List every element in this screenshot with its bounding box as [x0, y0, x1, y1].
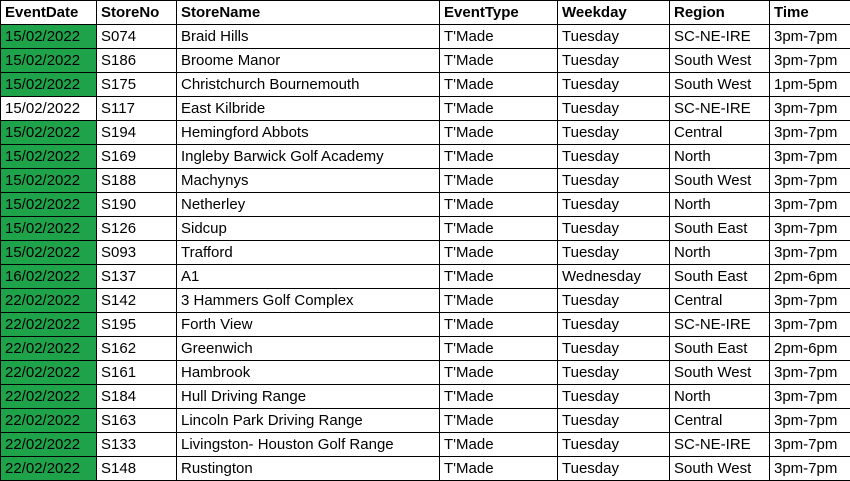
table-row	[1, 457, 850, 481]
cell-store-name[interactable]: Greenwich	[177, 337, 440, 361]
cell-event-type[interactable]: T'Made	[440, 169, 558, 193]
cell-weekday[interactable]: Wednesday	[558, 265, 670, 289]
cell-time[interactable]: 3pm-7pm	[770, 145, 850, 169]
cell-store-no[interactable]: S133	[97, 433, 177, 457]
cell-event-date[interactable]: 15/02/2022	[1, 193, 97, 217]
cell-store-name[interactable]: Braid Hills	[177, 25, 440, 49]
cell-weekday[interactable]: Tuesday	[558, 337, 670, 361]
cell-event-type[interactable]: T'Made	[440, 409, 558, 433]
cell-time[interactable]: 3pm-7pm	[770, 169, 850, 193]
cell-store-no[interactable]: S126	[97, 217, 177, 241]
cell-region[interactable]: North	[670, 241, 770, 265]
cell-weekday[interactable]: Tuesday	[558, 73, 670, 97]
cell-store-no[interactable]: S142	[97, 289, 177, 313]
cell-event-type[interactable]: T'Made	[440, 241, 558, 265]
table-row	[1, 121, 850, 145]
cell-event-type[interactable]: T'Made	[440, 25, 558, 49]
cell-region[interactable]: SC-NE-IRE	[670, 25, 770, 49]
cell-weekday[interactable]: Tuesday	[558, 313, 670, 337]
cell-time[interactable]: 3pm-7pm	[770, 409, 850, 433]
cell-store-no[interactable]: S190	[97, 193, 177, 217]
cell-store-no[interactable]: S175	[97, 73, 177, 97]
cell-region[interactable]: Central	[670, 409, 770, 433]
cell-store-no[interactable]: S148	[97, 457, 177, 481]
cell-store-name[interactable]: Christchurch Bournemouth	[177, 73, 440, 97]
cell-store-name[interactable]: Sidcup	[177, 217, 440, 241]
cell-weekday[interactable]: Tuesday	[558, 361, 670, 385]
table-row	[1, 409, 850, 433]
cell-event-date[interactable]: 15/02/2022	[1, 49, 97, 73]
cell-event-date[interactable]: 22/02/2022	[1, 337, 97, 361]
cell-store-no[interactable]: S161	[97, 361, 177, 385]
cell-event-type[interactable]: T'Made	[440, 49, 558, 73]
cell-store-name[interactable]: Forth View	[177, 313, 440, 337]
cell-weekday[interactable]: Tuesday	[558, 97, 670, 121]
cell-region[interactable]: SC-NE-IRE	[670, 97, 770, 121]
cell-region[interactable]: North	[670, 385, 770, 409]
cell-store-name[interactable]: Hull Driving Range	[177, 385, 440, 409]
cell-event-date[interactable]: 15/02/2022	[1, 121, 97, 145]
cell-time[interactable]: 3pm-7pm	[770, 217, 850, 241]
cell-event-date[interactable]: 22/02/2022	[1, 409, 97, 433]
table-row	[1, 313, 850, 337]
cell-event-date[interactable]: 22/02/2022	[1, 433, 97, 457]
cell-store-no[interactable]: S137	[97, 265, 177, 289]
header-store-no[interactable]: StoreNo	[97, 1, 177, 25]
cell-store-no[interactable]: S117	[97, 97, 177, 121]
cell-weekday[interactable]: Tuesday	[558, 49, 670, 73]
cell-store-no[interactable]: S195	[97, 313, 177, 337]
cell-store-name[interactable]: Ingleby Barwick Golf Academy	[177, 145, 440, 169]
cell-event-date[interactable]: 15/02/2022	[1, 73, 97, 97]
cell-event-type[interactable]: T'Made	[440, 121, 558, 145]
cell-store-name[interactable]: Broome Manor	[177, 49, 440, 73]
cell-event-type[interactable]: T'Made	[440, 457, 558, 481]
cell-event-date[interactable]: 22/02/2022	[1, 385, 97, 409]
cell-event-type[interactable]: T'Made	[440, 385, 558, 409]
cell-region[interactable]: North	[670, 193, 770, 217]
cell-weekday[interactable]: Tuesday	[558, 409, 670, 433]
cell-store-name[interactable]: Hambrook	[177, 361, 440, 385]
cell-weekday[interactable]: Tuesday	[558, 25, 670, 49]
cell-time[interactable]: 3pm-7pm	[770, 457, 850, 481]
cell-event-type[interactable]: T'Made	[440, 433, 558, 457]
cell-time[interactable]: 3pm-7pm	[770, 433, 850, 457]
header-time[interactable]: Time	[770, 1, 850, 25]
cell-store-no[interactable]: S188	[97, 169, 177, 193]
cell-time[interactable]: 3pm-7pm	[770, 241, 850, 265]
cell-store-no[interactable]: S093	[97, 241, 177, 265]
cell-store-name[interactable]: Trafford	[177, 241, 440, 265]
cell-store-name[interactable]: Machynys	[177, 169, 440, 193]
cell-event-type[interactable]: T'Made	[440, 289, 558, 313]
cell-time[interactable]: 1pm-5pm	[770, 73, 850, 97]
cell-store-no[interactable]: S186	[97, 49, 177, 73]
cell-event-date[interactable]: 16/02/2022	[1, 265, 97, 289]
cell-event-date[interactable]: 15/02/2022	[1, 241, 97, 265]
cell-region[interactable]: South East	[670, 337, 770, 361]
cell-event-date[interactable]: 22/02/2022	[1, 457, 97, 481]
cell-store-no[interactable]: S184	[97, 385, 177, 409]
cell-event-type[interactable]: T'Made	[440, 265, 558, 289]
cell-store-name[interactable]: Rustington	[177, 457, 440, 481]
header-region[interactable]: Region	[670, 1, 770, 25]
cell-region[interactable]: South East	[670, 265, 770, 289]
header-row	[1, 1, 850, 25]
table-row	[1, 241, 850, 265]
cell-region[interactable]: South East	[670, 217, 770, 241]
table-row	[1, 337, 850, 361]
cell-event-type[interactable]: T'Made	[440, 73, 558, 97]
cell-weekday[interactable]: Tuesday	[558, 289, 670, 313]
cell-time[interactable]: 3pm-7pm	[770, 49, 850, 73]
cell-event-date[interactable]: 15/02/2022	[1, 97, 97, 121]
cell-store-no[interactable]: S169	[97, 145, 177, 169]
cell-store-name[interactable]: Lincoln Park Driving Range	[177, 409, 440, 433]
table-row	[1, 73, 850, 97]
cell-event-type[interactable]: T'Made	[440, 313, 558, 337]
cell-region[interactable]: SC-NE-IRE	[670, 433, 770, 457]
cell-store-no[interactable]: S074	[97, 25, 177, 49]
cell-store-name[interactable]: Hemingford Abbots	[177, 121, 440, 145]
cell-time[interactable]: 3pm-7pm	[770, 313, 850, 337]
table-row	[1, 217, 850, 241]
cell-event-date[interactable]: 22/02/2022	[1, 313, 97, 337]
cell-weekday[interactable]: Tuesday	[558, 169, 670, 193]
cell-event-date[interactable]: 15/02/2022	[1, 169, 97, 193]
cell-store-name[interactable]: 3 Hammers Golf Complex	[177, 289, 440, 313]
header-store-name[interactable]: StoreName	[177, 1, 440, 25]
cell-region[interactable]: Central	[670, 289, 770, 313]
cell-region[interactable]: SC-NE-IRE	[670, 313, 770, 337]
cell-time[interactable]: 3pm-7pm	[770, 97, 850, 121]
cell-time[interactable]: 2pm-6pm	[770, 337, 850, 361]
cell-weekday[interactable]: Tuesday	[558, 121, 670, 145]
cell-store-no[interactable]: S194	[97, 121, 177, 145]
cell-store-name[interactable]: A1	[177, 265, 440, 289]
cell-event-type[interactable]: T'Made	[440, 193, 558, 217]
cell-weekday[interactable]: Tuesday	[558, 241, 670, 265]
cell-event-date[interactable]: 15/02/2022	[1, 25, 97, 49]
header-weekday[interactable]: Weekday	[558, 1, 670, 25]
cell-store-name[interactable]: East Kilbride	[177, 97, 440, 121]
cell-region[interactable]: South West	[670, 457, 770, 481]
table-row	[1, 385, 850, 409]
cell-store-name[interactable]: Netherley	[177, 193, 440, 217]
cell-weekday[interactable]: Tuesday	[558, 145, 670, 169]
header-event-date[interactable]: EventDate	[1, 1, 97, 25]
cell-region[interactable]: North	[670, 145, 770, 169]
table-row	[1, 265, 850, 289]
cell-weekday[interactable]: Tuesday	[558, 193, 670, 217]
cell-time[interactable]: 3pm-7pm	[770, 385, 850, 409]
cell-event-type[interactable]: T'Made	[440, 217, 558, 241]
cell-time[interactable]: 2pm-6pm	[770, 265, 850, 289]
table-row	[1, 49, 850, 73]
cell-time[interactable]: 3pm-7pm	[770, 289, 850, 313]
table-row	[1, 145, 850, 169]
cell-region[interactable]: South West	[670, 73, 770, 97]
cell-store-no[interactable]: S163	[97, 409, 177, 433]
cell-weekday[interactable]: Tuesday	[558, 217, 670, 241]
cell-store-no[interactable]: S162	[97, 337, 177, 361]
cell-region[interactable]: South West	[670, 49, 770, 73]
cell-event-date[interactable]: 22/02/2022	[1, 289, 97, 313]
cell-region[interactable]: South West	[670, 169, 770, 193]
table-row	[1, 361, 850, 385]
cell-region[interactable]: South West	[670, 361, 770, 385]
cell-event-type[interactable]: T'Made	[440, 145, 558, 169]
cell-weekday[interactable]: Tuesday	[558, 385, 670, 409]
table-row	[1, 289, 850, 313]
cell-region[interactable]: Central	[670, 121, 770, 145]
cell-time[interactable]: 3pm-7pm	[770, 193, 850, 217]
table-row	[1, 193, 850, 217]
cell-time[interactable]: 3pm-7pm	[770, 25, 850, 49]
table-body	[1, 25, 850, 481]
cell-event-date[interactable]: 15/02/2022	[1, 145, 97, 169]
table-row	[1, 169, 850, 193]
cell-weekday[interactable]: Tuesday	[558, 433, 670, 457]
cell-event-type[interactable]: T'Made	[440, 337, 558, 361]
cell-event-type[interactable]: T'Made	[440, 97, 558, 121]
cell-time[interactable]: 3pm-7pm	[770, 361, 850, 385]
cell-time[interactable]: 3pm-7pm	[770, 121, 850, 145]
cell-weekday[interactable]: Tuesday	[558, 457, 670, 481]
cell-event-date[interactable]: 15/02/2022	[1, 217, 97, 241]
header-event-type[interactable]: EventType	[440, 1, 558, 25]
cell-event-date[interactable]: 22/02/2022	[1, 361, 97, 385]
table-row	[1, 25, 850, 49]
cell-event-type[interactable]: T'Made	[440, 361, 558, 385]
cell-store-name[interactable]: Livingston- Houston Golf Range	[177, 433, 440, 457]
table-row	[1, 97, 850, 121]
table-row	[1, 433, 850, 457]
